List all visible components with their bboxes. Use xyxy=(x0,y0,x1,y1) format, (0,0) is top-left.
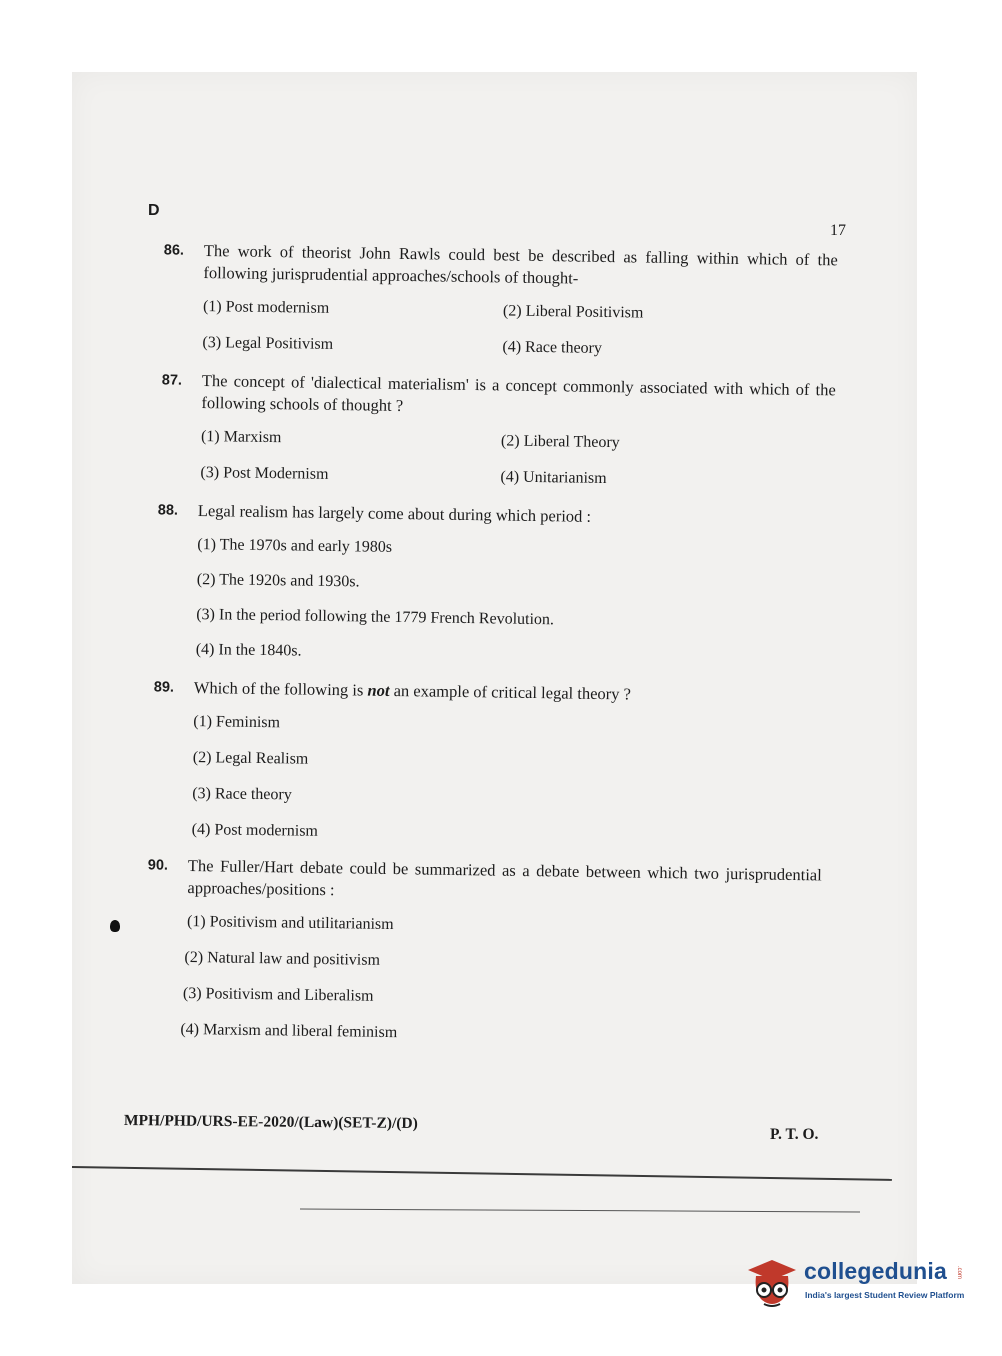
option-3: (3) In the period following the 1779 French Revolution. xyxy=(196,605,555,629)
question-number: 88. xyxy=(157,502,179,519)
option-2: (2) Liberal Theory xyxy=(500,432,620,452)
option-4: (4) Marxism and liberal feminism xyxy=(180,1020,398,1042)
option-1: (1) Positivism and utilitarianism xyxy=(186,912,394,934)
option-4: (4) In the 1840s. xyxy=(195,640,302,660)
option-4: (4) Post modernism xyxy=(191,820,319,840)
option-3: (3) Positivism and Liberalism xyxy=(182,984,374,1005)
option-3: (3) Post Modernism xyxy=(200,463,329,483)
pto-label: P. T. O. xyxy=(770,1126,819,1143)
option-2: (2) Legal Realism xyxy=(192,748,309,768)
brand-name: collegedunia xyxy=(804,1258,947,1284)
question-stem: The work of theorist John Rawls could best be described as falling within which of the following jurisprudential approaches/schools of thought- xyxy=(203,240,838,288)
stem-text: an example of critical legal theory ? xyxy=(389,680,632,704)
option-3: (3) Race theory xyxy=(192,784,292,804)
paper-code: MPH/PHD/URS-EE-2020/(Law)(SET-Z)/(D) xyxy=(123,1112,418,1133)
question-88 xyxy=(157,500,888,684)
question-number: 89. xyxy=(153,679,175,696)
option-2: (2) Natural law and positivism xyxy=(184,948,381,969)
question-stem: Legal realism has largely come about during which period : xyxy=(197,500,592,526)
option-4: (4) Unitarianism xyxy=(500,468,607,488)
collegedunia-watermark xyxy=(742,1252,972,1312)
stem-text: Which of the following is xyxy=(193,677,368,700)
option-2: (2) Liberal Positivism xyxy=(502,302,644,322)
set-letter: D xyxy=(148,202,160,219)
question-number: 90. xyxy=(147,857,169,874)
option-1: (1) Marxism xyxy=(200,427,282,447)
question-number: 87. xyxy=(161,372,183,389)
question-90 xyxy=(147,855,878,1071)
question-stem: The Fuller/Hart debate could be summarized as a debate between which two jurisprudential approaches/positions : xyxy=(187,855,822,900)
option-1: (1) The 1970s and early 1980s xyxy=(197,535,393,556)
option-2: (2) The 1920s and 1930s. xyxy=(196,570,360,591)
option-4: (4) Race theory xyxy=(502,338,603,357)
question-89 xyxy=(153,677,884,861)
option-3: (3) Legal Positivism xyxy=(202,333,334,353)
ink-mark xyxy=(110,920,120,932)
question-number: 86. xyxy=(163,242,185,259)
page-number: 17 xyxy=(830,222,846,239)
option-1: (1) Post modernism xyxy=(202,297,330,317)
brand-tagline: India's largest Student Review Platform xyxy=(805,1290,965,1300)
student-mascot-icon xyxy=(742,1252,802,1312)
stem-emphasis: not xyxy=(367,680,390,700)
brand-domain: .com xyxy=(956,1266,962,1280)
question-stem: The concept of 'dialectical materialism' is a concept commonly associated with which of the following schools of thought ? xyxy=(201,370,836,415)
option-1: (1) Feminism xyxy=(193,712,281,732)
